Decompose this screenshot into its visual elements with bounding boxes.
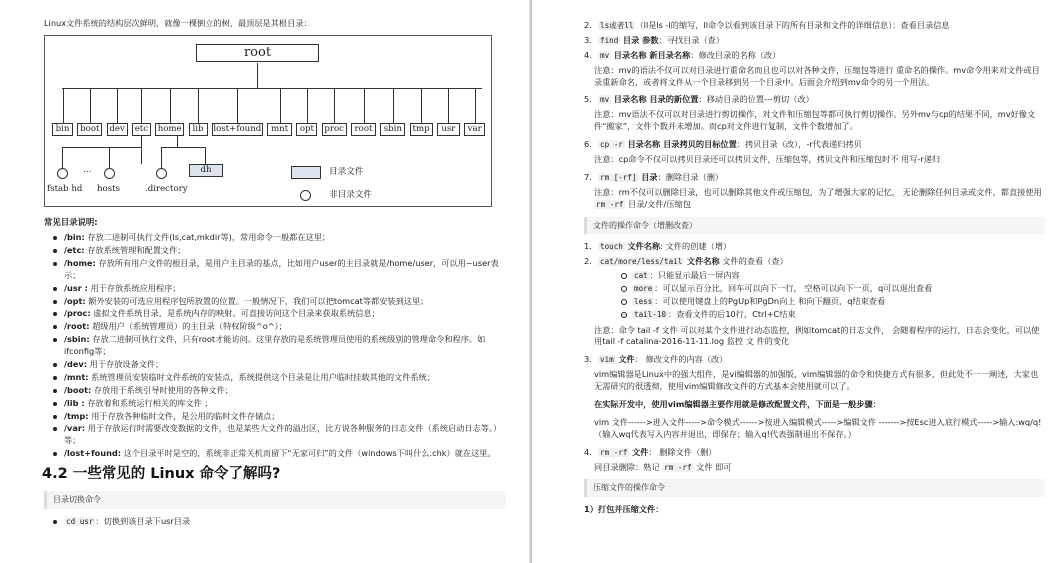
common-dirs-title: 常见目录说明: <box>44 216 98 227</box>
file-ops-label: 文件的操作命令（增删改查） <box>584 217 1045 235</box>
note-rm: 注意：rm不仅可以删除目录，也可以删除其他文件或压缩包，为了增强大家的记忆， 无论删除任何目录或文件，都直接使用 rm -rf 目录/文件/压缩包 <box>594 186 1042 209</box>
dir-node-home: home <box>155 123 184 136</box>
list-item: /proc: 虚拟文件系统目录，是系统内存的映射。可直接访问这个目录来获取系统信息； <box>44 308 506 320</box>
right-page <box>532 0 1063 563</box>
section-heading: 4.2 一些常见的 Linux 命令了解吗? <box>42 466 281 483</box>
list-item: /lib : 存放着和系统运行相关的库文件 ； <box>44 398 506 410</box>
note-cp: 注意：cp命令不仅可以拷贝目录还可以拷贝文件，压缩包等，拷贝文件和压缩包时不 用写-r递归 <box>594 154 941 165</box>
dir-node-root: root <box>351 123 376 136</box>
list-item: 1. touch 文件名称: 文件的创建（增） <box>584 241 732 252</box>
legend-nondir-circle <box>300 190 311 201</box>
pack-title: 1）打包并压缩文件： <box>584 504 664 515</box>
legend-dir-swatch <box>291 166 321 179</box>
hosts-label: hosts <box>97 183 120 194</box>
dir-switch-label: 目录切换命令 <box>44 491 506 509</box>
inline-code: cd usr <box>66 516 94 526</box>
directory-file-circle <box>156 168 167 179</box>
dir-node-lib: lib <box>189 123 208 136</box>
directory-tree-diagram <box>44 35 492 207</box>
dir-node-etc: etc <box>132 123 151 136</box>
dir-node-tmp: tmp <box>410 123 433 136</box>
list-item: /tmp: 用于存放各种临时文件，是公用的临时文件存储点； <box>44 411 506 423</box>
list-item: 2. cat/more/less/tail 文件名称 文件的查看（查） cat ：只能显示最后一屏内容 more ：可以显示百分比，回车可以向下一行， 空格可以向下一页，q可以退出查看 less ：可以使用键盘上的PgUp和PgDn向上 和向下翻页，q结束查看 tail-10 ：查看文件的后10行，Ctrl+C结束 <box>584 256 1045 320</box>
list-item: less ：可以使用键盘上的PgUp和PgDn向上 和向下翻页，q结束查看 <box>620 296 1045 308</box>
dir-node-mnt: mnt <box>267 123 292 136</box>
dir-node-dev: dev <box>107 123 128 136</box>
dir-node-proc: proc <box>322 123 347 136</box>
left-content <box>44 18 506 529</box>
dir-node-var: var <box>464 123 485 136</box>
list-item: 3. vim 文件： 修改文件的内容（改） <box>584 354 728 365</box>
dir-node-usr: usr <box>437 123 460 136</box>
fstab-file-circle <box>57 168 68 179</box>
dir-node-boot: boot <box>77 123 102 136</box>
dir-node-lostfound: lost+found <box>213 123 262 134</box>
directory-label: .directory <box>145 183 188 194</box>
legend-nondir-label: 非目录文件 <box>329 189 372 200</box>
legend-dir-label: 目录文件 <box>329 166 364 177</box>
list-item: /etc: 存放系统管理和配置文件； <box>44 245 506 257</box>
note-tail: 注意：命令 tail -f 文件 可以对某个文件进行动态监控，例如tomcat的日志文件， 会随着程序的运行，日志会变化，可以使用tail -f catalina-2016-11-11.log 监控 文 件的变化 <box>594 324 1040 347</box>
list-item: 7. rm [-rf] 目录：删除目录（删） <box>584 171 724 182</box>
vim-practice: 在实际开发中，使用vim编辑器主要作用就是修改配置文件，下面是一般步骤： <box>594 398 881 409</box>
list-item: cat ：只能显示最后一屏内容 <box>620 270 1045 282</box>
dh-dir-node: dh <box>189 164 223 177</box>
list-item: /dev: 用于存放设备文件； <box>44 359 506 371</box>
list-item: /mnt: 系统管理员安装临时文件系统的安装点，系统提供这个目录是让用户临时挂载其他的文件系统； <box>44 372 506 384</box>
common-dirs-list <box>44 232 506 460</box>
etc-connector <box>141 136 142 164</box>
etc-children-bar <box>62 147 141 148</box>
list-item: 5. mv 目录名称 目录的新位置：移动目录的位置---剪切（改） <box>584 94 814 105</box>
list-item: 3. find 目录 参数：寻找目录（查） <box>584 34 725 45</box>
dir-node-bin: bin <box>52 123 73 136</box>
note-rm-file: 同目录删除：熟记 rm -rf 文件 即可 <box>594 461 732 472</box>
dir-node-sbin: sbin <box>380 123 405 136</box>
tree-root-node: root <box>196 44 319 62</box>
list-item: /sbin: 存放二进制可执行文件，只有root才能访问。这里存放的是系统管理员使用的系统级别的管理命令和程序。如ifconfig等； <box>44 334 506 358</box>
file-command-list <box>584 241 1045 320</box>
list-item: tail-10 ：查看文件的后10行，Ctrl+C结束 <box>620 309 1045 321</box>
list-item: cd usr ：切换到该目录下usr目录 <box>44 516 506 528</box>
dir-switch-list <box>44 516 506 528</box>
list-item: /opt: 额外安装的可选应用程序包所放置的位置。一般情况下，我们可以把tomcat等都安装到这里； <box>44 296 506 308</box>
list-item: /bin: 存放二进制可执行文件(ls,cat,mkdir等)，常用命令一般都在这里； <box>44 232 506 244</box>
left-page <box>0 0 531 563</box>
vim-description: vim编辑器是Linux中的强大组件，是vi编辑器的加强版，vim编辑器的命令和快捷方式有很多，但此处不一一阐述，大家也无需研究的很透彻，使用vim编辑修改文件的方式基本会使用就可以了。 <box>594 369 1039 392</box>
list-item: /var: 用于存放运行时需要改变数据的文件，也是某些大文件的溢出区，比方说各种服务的日志文件（系统启动日志等。）等； <box>44 423 506 447</box>
root-connector <box>257 63 258 88</box>
vim-steps: vim 文件------>进入文件----->命令模式------>按进入编辑模式----->编辑文件 ------->按Esc进入底行模式----->输入:wq/q! （输入wq代表写入内容并退出，即保存；输入q!代表强制退出不保存。） <box>594 416 1042 439</box>
hosts-file-circle <box>104 168 115 179</box>
list-item: /home: 存放所有用户文件的根目录，是用户主目录的基点，比如用户user的主目录就是/home/user，可以用~user表示； <box>44 258 506 282</box>
fstab-label: fstab hd <box>47 183 83 194</box>
tree-horizontal-bar <box>62 88 482 89</box>
dir-command-list <box>584 20 1045 62</box>
ellipsis: … <box>83 164 92 175</box>
list-item: more ：可以显示百分比，回车可以向下一行， 空格可以向下一页，q可以退出查看 <box>620 283 1045 295</box>
list-item: 2. ls或者ll （ll是ls -l的缩写，ll命令以看到该目录下的所有目录和文件的详细信息）：查看目录信息 <box>584 20 950 30</box>
file-view-sublist <box>620 270 1045 321</box>
right-content <box>584 20 1045 516</box>
dir-node-opt: opt <box>296 123 317 136</box>
compress-label: 压缩文件的操作命令 <box>584 479 1045 497</box>
intro-text: Linux文件系统的结构层次鲜明，就像一棵倒立的树，最顶层是其根目录： <box>44 18 312 28</box>
list-item: 4. mv 目录名称 新目录名称：修改目录的名称（改） <box>584 49 781 60</box>
note-mv-rename: 注意：mv的语法不仅可以对目录进行重命名而且也可以对各种文件，压缩包等进行 重命名的操作。mv命令用来对文件或目录重新命名，或者将文件从一个目录移到另一个目录中。后面会介绍到mv命令的另一个用法。 <box>594 64 1040 87</box>
list-item: 4. rm -rf 文件： 删除文件（删） <box>584 446 717 457</box>
list-item: /boot: 存放用于系统引导时使用的各种文件； <box>44 385 506 397</box>
list-item: /usr : 用于存放系统应用程序； <box>44 283 506 295</box>
list-item: /lost+found: 这个目录平时是空的，系统非正常关机而留下“无家可归”的文件（windows下叫什么.chk）就在这里。 <box>44 448 506 460</box>
list-item: 6. cp -r 目录名称 目录拷贝的目标位置：拷贝目录（改），-r代表递归拷贝 <box>584 139 862 150</box>
note-mv-move: 注意：mv语法不仅可以对目录进行剪切操作，对文件和压缩包等都可执行剪切操作。另外mv与cp的结果不同，mv好像文件“搬家”，文件个数并未增加。而cp对文件进行复制，文件个数增加了。 <box>594 109 1036 132</box>
list-item: /root: 超级用户（系统管理员）的主目录（特权阶级^o^）； <box>44 321 506 333</box>
